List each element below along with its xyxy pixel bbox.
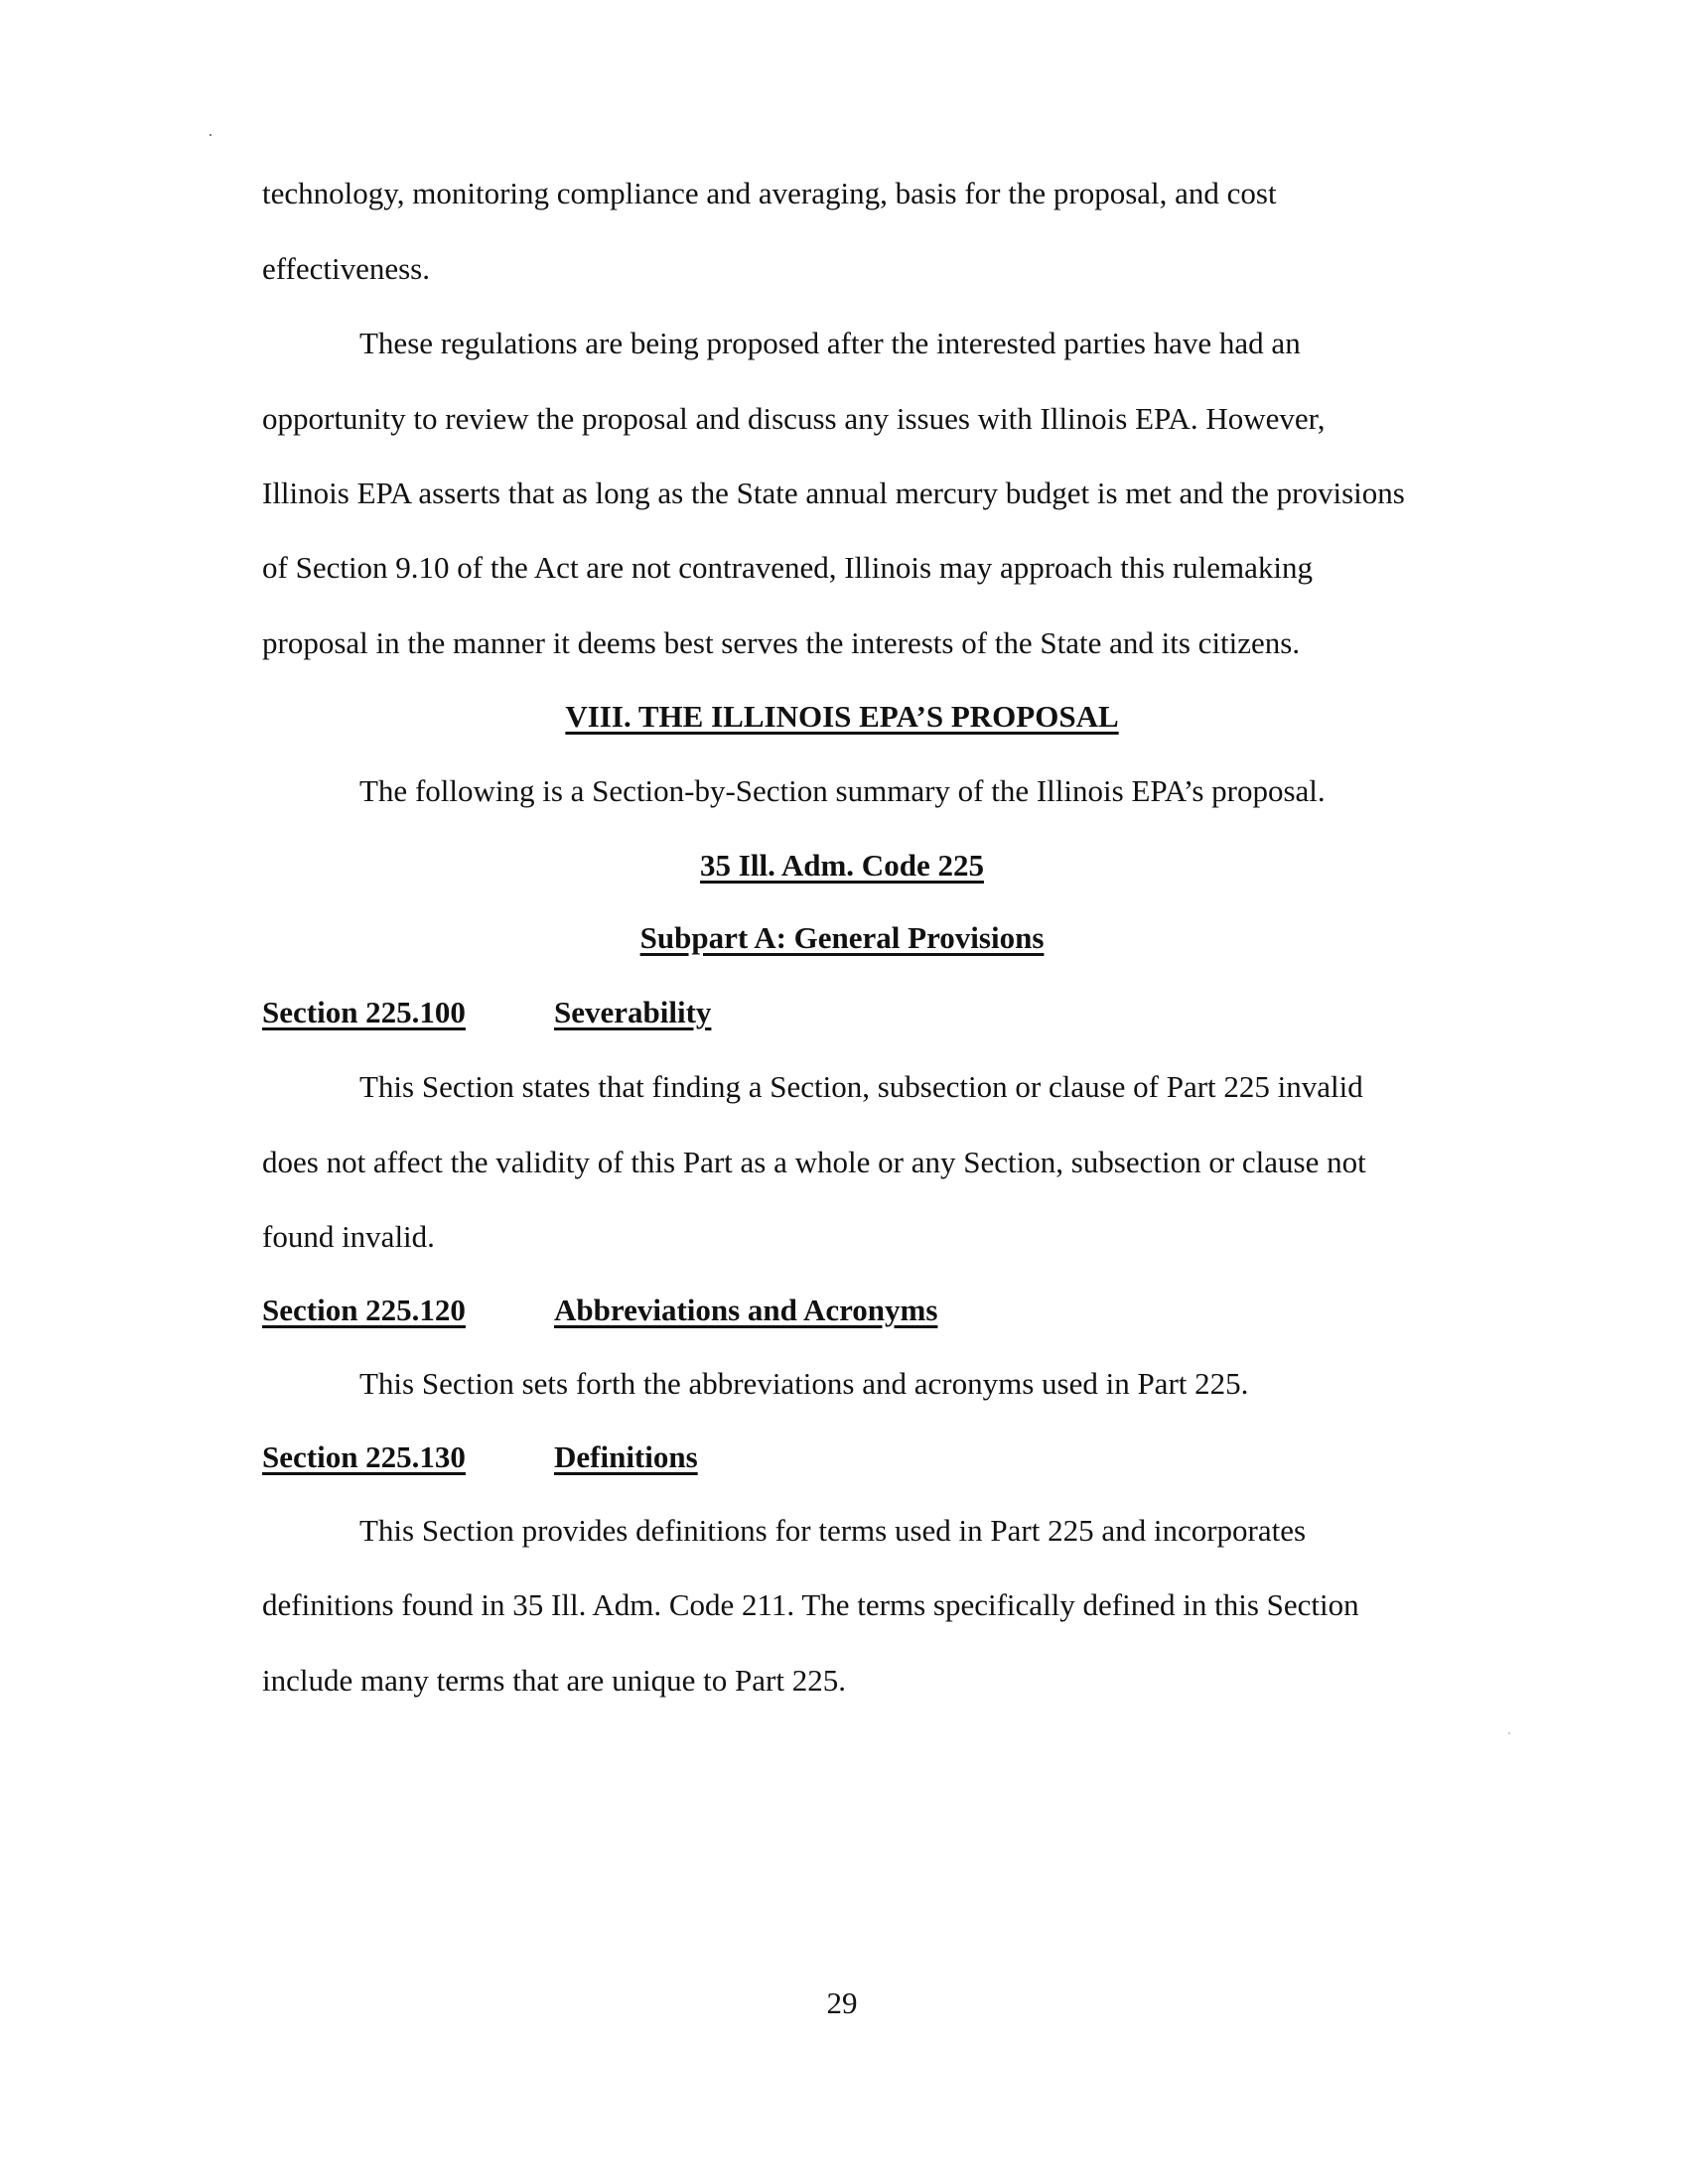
subpart-heading: Subpart A: General Provisions <box>639 920 1045 955</box>
section-heading-viii: VIII. THE ILLINOIS EPA’S PROPOSAL <box>565 699 1119 734</box>
section-225-120-line-1: This Section sets forth the abbreviations and acronyms used in Part 225. <box>359 1366 1249 1401</box>
section-225-120-title: Abbreviations and Acronyms <box>554 1293 938 1327</box>
para1-line-2: opportunity to review the proposal and discuss any issues with Illinois EPA. However, <box>262 401 1326 436</box>
section-225-100-line-2: does not affect the validity of this Part as a whole or any Section, subsection or clause not <box>262 1145 1366 1179</box>
section-225-130-number: Section 225.130 <box>262 1439 466 1474</box>
para1-line-5: proposal in the manner it deems best serves the interests of the State and its citizens. <box>262 625 1301 660</box>
para1-line-4: of Section 9.10 of the Act are not contravened, Illinois may approach this rulemaking <box>262 550 1314 585</box>
section-225-130-title: Definitions <box>554 1439 698 1474</box>
section-225-130-line-3: include many terms that are unique to Part 225. <box>262 1663 846 1698</box>
section-225-100-line-1: This Section states that finding a Section, subsection or clause of Part 225 invalid <box>359 1069 1363 1104</box>
intro-line-1: technology, monitoring compliance and averaging, basis for the proposal, and cost <box>262 176 1277 210</box>
section-225-100-line-3: found invalid. <box>262 1219 435 1254</box>
para1-line-1: These regulations are being proposed after the interested parties have had an <box>359 326 1301 360</box>
code-heading: 35 Ill. Adm. Code 225 <box>700 848 984 883</box>
section-225-120-number: Section 225.120 <box>262 1293 466 1327</box>
section-225-100-title: Severability <box>554 995 712 1029</box>
section-225-130-line-1: This Section provides definitions for terms used in Part 225 and incorporates <box>359 1513 1307 1548</box>
section-225-130-line-2: definitions found in 35 Ill. Adm. Code 211. The terms specifically defined in this Section <box>262 1587 1359 1622</box>
section-225-100-number: Section 225.100 <box>262 995 466 1029</box>
scan-speck <box>1508 1732 1510 1734</box>
summary-line: The following is a Section-by-Section summary of the Illinois EPA’s proposal. <box>359 773 1326 808</box>
intro-line-2: effectiveness. <box>262 251 430 286</box>
page-number: 29 <box>826 1985 858 2020</box>
scan-speck <box>210 134 211 136</box>
para1-line-3: Illinois EPA asserts that as long as the State annual mercury budget is met and the provisions <box>262 476 1405 510</box>
